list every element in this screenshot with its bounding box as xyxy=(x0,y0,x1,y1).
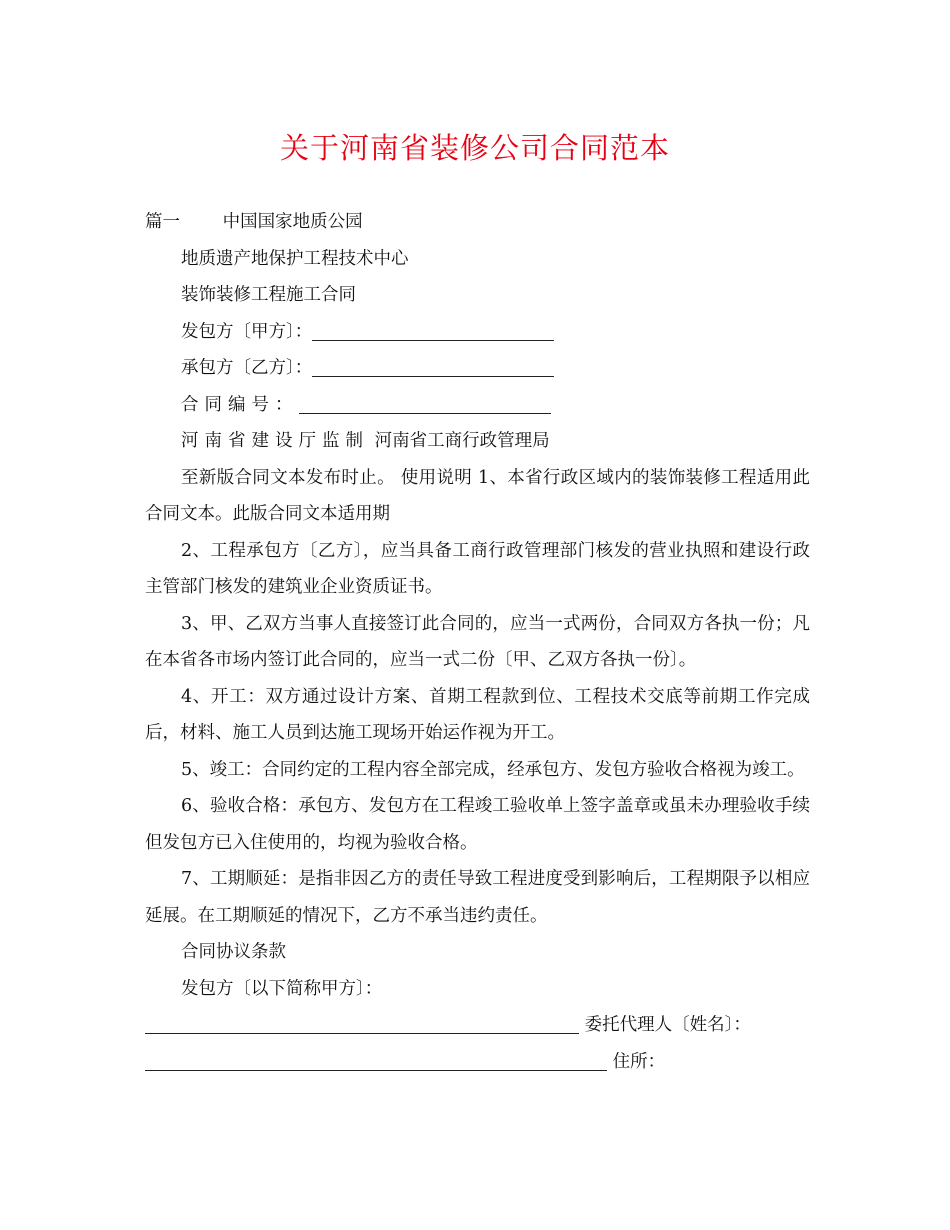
supervisors-b: 河南省工商行政管理局 xyxy=(374,431,550,451)
document-body xyxy=(145,204,810,1080)
party-b-label: 承包方〔乙方〕： xyxy=(181,358,313,378)
contract-name: 装饰装修工程施工合同 xyxy=(181,285,356,305)
supervisors-line xyxy=(145,423,810,460)
party-a-label: 发包方〔甲方〕： xyxy=(181,321,313,342)
contract-no-label: 合同编号： xyxy=(181,394,299,415)
contract-no-blank[interactable] xyxy=(299,391,551,414)
terms-heading: 合同协议条款 xyxy=(181,942,286,962)
park-name: 中国国家地质公园 xyxy=(222,212,363,232)
section-line xyxy=(145,204,810,241)
party-b-line xyxy=(145,350,810,387)
paragraph: 至新版合同文本发布时止。 使用说明 1、本省行政区域内的装饰装修工程适用此合同文本。此版合同文本适用期 xyxy=(145,467,810,524)
agent-line xyxy=(145,1007,810,1044)
contract-no-line xyxy=(145,387,810,424)
party-a-blank[interactable] xyxy=(312,318,554,341)
paragraph: 5、竣工：合同约定的工程内容全部完成，经承包方、发包方验收合格视为竣工。 xyxy=(181,759,805,780)
document-title: 关于河南省装修公司合同范本 xyxy=(279,131,670,165)
center-name: 地质遗产地保护工程技术中心 xyxy=(181,248,409,269)
agent-label: 委托代理人〔姓名〕： xyxy=(584,1015,751,1035)
supervisors-a: 河南省建设厅监制 xyxy=(181,431,369,451)
paragraph: 4、开工：双方通过设计方案、首期工程款到位、工程技术交底等前期工作完成后，材料、施工人员到达施工现场开始运作视为开工。 xyxy=(145,686,810,743)
address-label: 住所： xyxy=(612,1051,666,1072)
paragraph: 2、工程承包方〔乙方〕，应当具备工商行政管理部门核发的营业执照和建设行政主管部门核发的建筑业企业资质证书。 xyxy=(145,540,810,597)
address-line xyxy=(145,1044,810,1081)
party-a-line xyxy=(145,314,810,351)
agent-blank[interactable] xyxy=(145,1011,579,1034)
section-label: 篇一 xyxy=(145,212,180,232)
party-b-blank[interactable] xyxy=(312,354,554,377)
paragraph: 7、工期顺延：是指非因乙方的责任导致工程进度受到影响后，工程期限予以相应延展。在工期顺延的情况下，乙方不承当违约责任。 xyxy=(145,869,810,926)
address-blank[interactable] xyxy=(145,1048,607,1071)
party-a-full: 发包方〔以下简称甲方〕： xyxy=(181,978,383,999)
paragraph: 6、验收合格：承包方、发包方在工程竣工验收单上签字盖章或虽未办理验收手续但发包方已入住使用的，均视为验收合格。 xyxy=(145,796,810,853)
paragraph: 3、甲、乙双方当事人直接签订此合同的，应当一式两份，合同双方各执一份；凡在本省各市场内签订此合同的，应当一式二份〔甲、乙双方各执一份〕。 xyxy=(145,613,810,670)
